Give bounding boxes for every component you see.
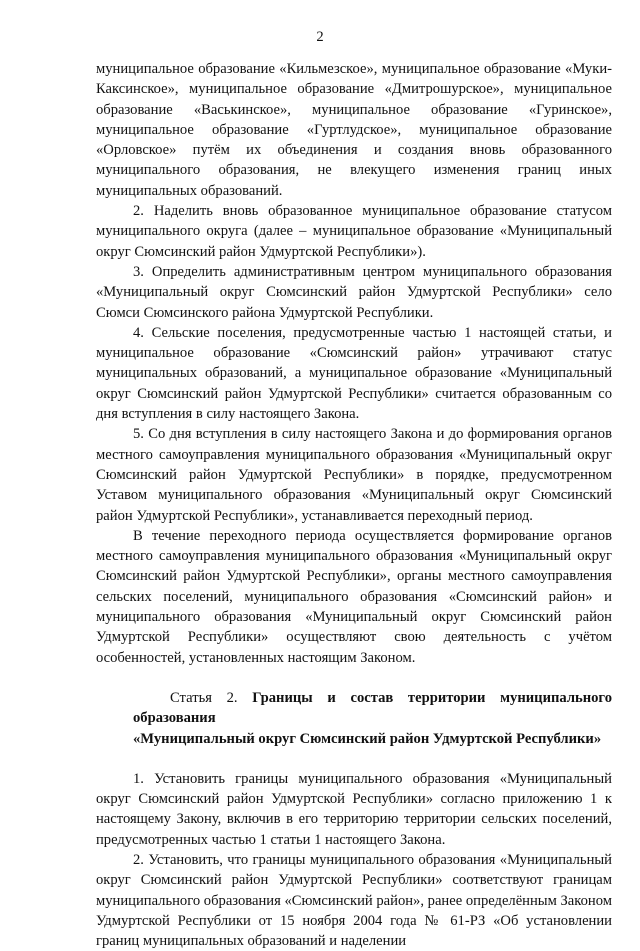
paragraph: 2. Установить, что границы муниципального образования «Муниципальный округ Сюмсинский район Удмуртской Республики» соответствуют границам муниципального образования «Сюмсинский район», ранее определённым Законом Удмуртской Республики от 15 ноября 2004 года № 61-РЗ «Об установлении границ муниципальных образований и наделении bbox=[96, 851, 612, 950]
paragraph: В течение переходного периода осуществляется формирование органов местного самоуправления муниципального образования «Муниципальный округ Сюмсинский район Удмуртской Республики», органы местного самоуправления сельских поселений, муниципального образования «Сюмсинский район» и муниципального образования «Муниципальный округ Сюмсинский район Удмуртской Республики» осуществляют свою деятельность с учётом особенностей, установленных настоящим Законом. bbox=[96, 527, 612, 666]
paragraph: муниципальное образование «Кильмезское», муниципальное образование «Муки-Каксинское», муниципальное образование «Дмитрошурское», муниципальное образование «Васькинское», муниципальное образование «Гуринское», муниципальное образование «Гуртлудское», муниципальное образование «Орловское» путём их объединения и создания вновь образованного муниципального образования, не влекущего изменения границ иных муниципальных образований. bbox=[96, 61, 612, 199]
page-number: 2 bbox=[316, 29, 324, 45]
paragraph: 4. Сельские поселения, предусмотренные частью 1 настоящей статьи, и муниципальное образование «Сюмсинский район» утрачивают статус муниципальных образований, а муниципальное образование «Муниципальный округ Сюмсинский район Удмуртской Республики» считается образованным со дня вступления в силу настоящего Закона. bbox=[96, 324, 612, 423]
article-title-line2: «Муниципальный округ Сюмсинский район Удмуртской Республики» bbox=[133, 730, 602, 747]
spacer bbox=[96, 749, 612, 769]
paragraph: 3. Определить административным центром муниципального образования «Муниципальный округ Сюмсинский район Удмуртской Республики» село Сюмси Сюмсинского района Удмуртской Республики. bbox=[96, 263, 612, 321]
document-body bbox=[96, 59, 612, 951]
article-label: Статья 2. bbox=[170, 689, 238, 706]
article-heading bbox=[96, 688, 612, 749]
spacer bbox=[96, 668, 612, 688]
paragraph: 2. Наделить вновь образованное муниципальное образование статусом муниципального округа (далее – муниципальное образование «Муниципальный округ Сюмсинский район Удмуртской Республики»). bbox=[96, 203, 612, 260]
paragraph: 5. Со дня вступления в силу настоящего Закона и до формирования органов местного самоуправления муниципального образования «Муниципальный округ Сюмсинский район Удмуртской Республики» в порядке, предусмотренном Уставом муниципального образования «Муниципальный округ Сюмсинский район Удмуртской Республики», устанавливается переходный период. bbox=[96, 426, 612, 524]
paragraph: 1. Установить границы муниципального образования «Муниципальный округ Сюмсинский район Удмуртской Республики» согласно приложению 1 к настоящему Закону, включив в его территорию территории сельских поселений, предусмотренных частью 1 статьи 1 настоящего Закона. bbox=[96, 770, 612, 848]
article-title-line1: Границы и состав территории муниципального образования bbox=[133, 689, 612, 727]
